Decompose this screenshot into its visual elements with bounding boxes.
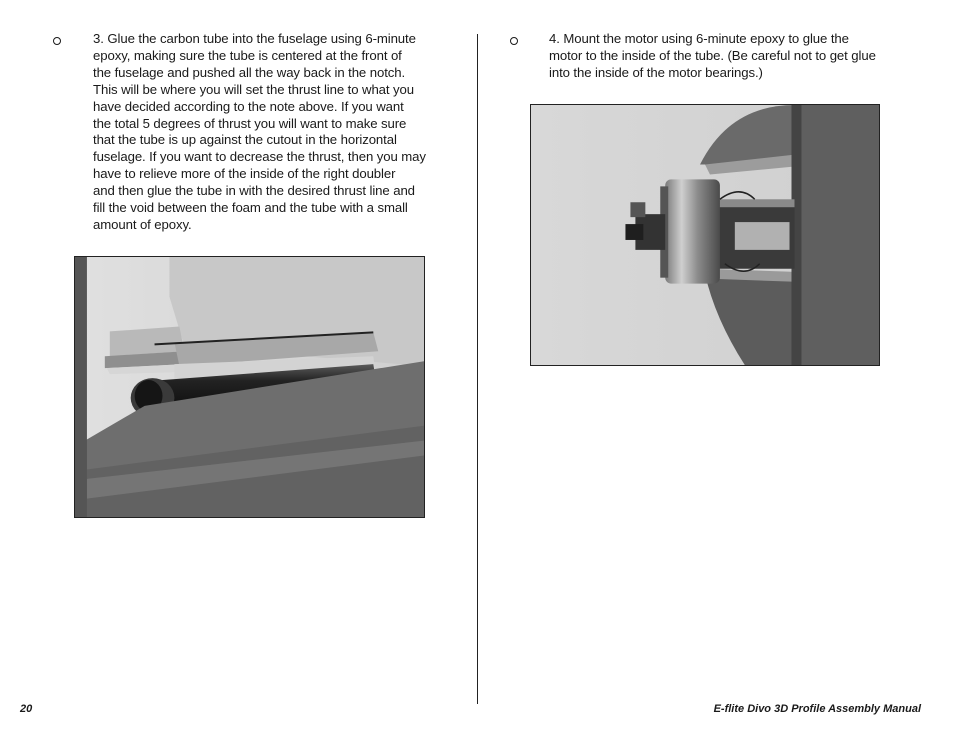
- step-3-text: 3. Glue the carbon tube into the fuselage using 6-minute epoxy, making sure the tube is centered at the front of the fuselage and pushed all the way back in the notch. This will be where you will set the thrust line to what you have decided according to the note above. If you want the total 5 degrees of thrust you will want to make sure that the tube is up against the cutout in the horizontal fuselage. If you want to decrease the thrust, then you may have to relieve more of the inside of the right doubler and then glue the tube in with the desired thrust line and fill the void between the foam and the tube with a small amount of epoxy.: [93, 31, 426, 232]
- photo-carbon-tube-fuselage: [74, 256, 425, 518]
- photo-motor-mounted: [530, 104, 880, 366]
- manual-title: E-flite Divo 3D Profile Assembly Manual: [713, 703, 921, 715]
- page-number: 20: [20, 703, 33, 715]
- step-4-text: 4. Mount the motor using 6-minute epoxy to glue the motor to the inside of the tube. (Be careful not to get glue into the inside of the motor bearings.): [549, 31, 876, 80]
- checkbox-bullet-icon: [510, 37, 518, 45]
- checkbox-bullet-icon: [53, 37, 61, 45]
- column-divider: [477, 34, 478, 704]
